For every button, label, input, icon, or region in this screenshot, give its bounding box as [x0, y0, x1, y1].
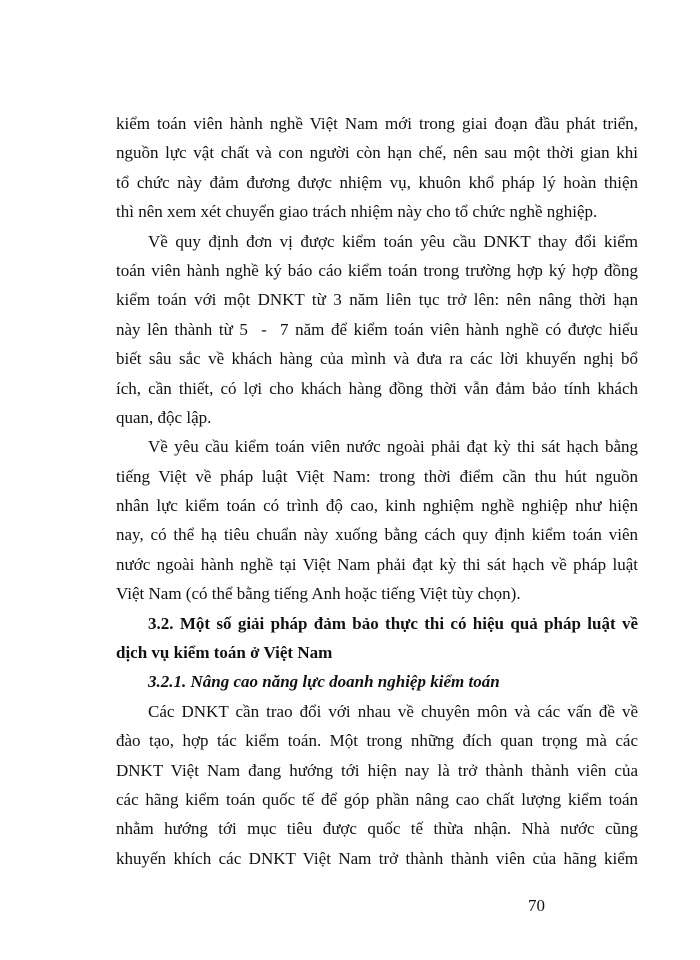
text-line: toán viên hành nghề ký báo cáo kiểm toán trong trường hợp ký hợp đồng [116, 260, 638, 280]
text-line: DNKT Việt Nam đang hướng tới hiện nay là trở thành thành viên của [116, 760, 638, 780]
text-line: Các DNKT cần trao đổi với nhau về chuyên môn và các vấn đề về [148, 701, 638, 721]
section-heading [116, 609, 638, 668]
heading-line: 3.2. Một số giải pháp đảm bảo thực thi có hiệu quả pháp luật về [148, 613, 638, 633]
text-line: Về quy định đơn vị được kiểm toán yêu cầu DNKT thay đổi kiểm [148, 231, 638, 251]
text-line: kiểm toán với một DNKT từ 3 năm liên tục trở lên: nên nâng thời hạn [116, 290, 638, 310]
subsection-heading [116, 667, 638, 696]
text-line: nhằm hướng tới mục tiêu được quốc tế thừa nhận. Nhà nước cũng [116, 819, 638, 839]
text-line: khuyến khích các DNKT Việt Nam trở thành thành viên của hãng kiểm [116, 848, 638, 868]
text-line: các hãng kiểm toán quốc tế để góp phần nâng cao chất lượng kiểm toán [116, 789, 638, 809]
text-line: biết sâu sắc về khách hàng của mình và đưa ra các lời khuyến nghị bổ [116, 349, 638, 369]
text-line: này lên thành từ 5 - 7 năm để kiểm toán viên hành nghề có được hiểu [116, 319, 638, 339]
page-number: 70 [528, 896, 545, 915]
text-line: kiểm toán viên hành nghề Việt Nam mới trong giai đoạn đầu phát triển, [116, 114, 638, 133]
text-line: nhân lực kiểm toán có trình độ cao, kinh nghiệm nghề nghiệp như hiện [116, 496, 638, 516]
text-line: ích, cần thiết, có lợi cho khách hàng đồng thời vẫn đảm bảo tính khách [116, 378, 638, 398]
text-line: nguồn lực vật chất và con người còn hạn chế, nên sau một thời gian khi [116, 143, 638, 163]
paragraph-1 [116, 109, 638, 227]
text-line: Về yêu cầu kiểm toán viên nước ngoài phải đạt kỳ thi sát hạch bằng [148, 437, 638, 457]
document-page [116, 109, 638, 873]
text-line: tổ chức này đảm đương được nhiệm vụ, khuôn khổ pháp lý hoàn thiện [116, 172, 638, 192]
subheading-line: 3.2.1. Nâng cao năng lực doanh nghiệp kiểm toán [148, 672, 500, 692]
text-line: thì nên xem xét chuyển giao trách nhiệm này cho tổ chức nghề nghiệp. [116, 202, 598, 222]
text-line: quan, độc lập. [116, 407, 212, 427]
paragraph-2 [116, 227, 638, 433]
text-line: tiếng Việt về pháp luật Việt Nam: trong thời điểm cần thu hút nguồn [116, 466, 638, 486]
heading-line: dịch vụ kiểm toán ở Việt Nam [116, 643, 333, 663]
text-line: đào tạo, hợp tác kiểm toán. Một trong những đích quan trọng mà các [116, 731, 638, 751]
paragraph-3 [116, 432, 638, 608]
paragraph-4 [116, 697, 638, 873]
text-line: nay, có thể hạ tiêu chuẩn này xuống bằng cách quy định kiểm toán viên [116, 525, 638, 545]
text-line: nước ngoài hành nghề tại Việt Nam phải đạt kỳ thi sát hạch về pháp luật [116, 554, 638, 574]
text-line: Việt Nam (có thể bằng tiếng Anh hoặc tiếng Việt tùy chọn). [116, 584, 521, 604]
